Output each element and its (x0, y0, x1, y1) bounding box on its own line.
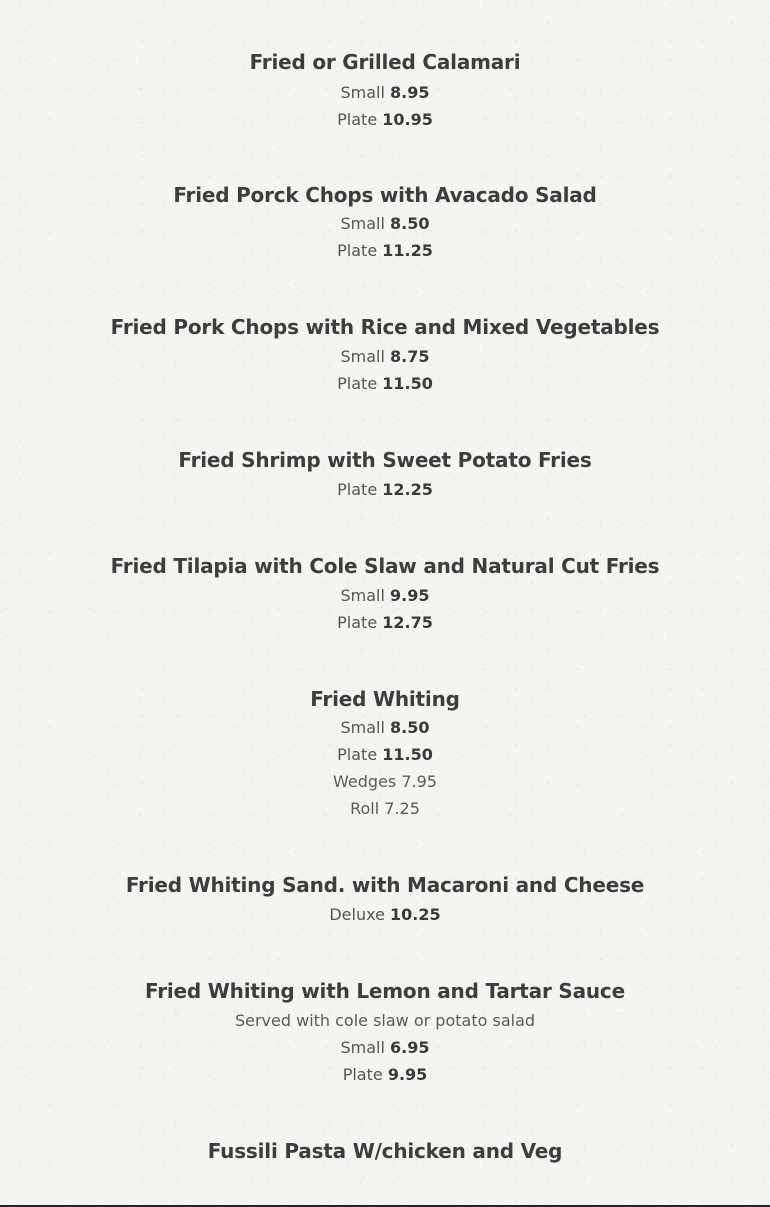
extra-option-text: Wedges 7.95 (333, 772, 437, 791)
menu-item-name: Fried Whiting (310, 687, 460, 711)
price-line (0, 210, 770, 237)
price-line (0, 741, 770, 768)
price-line (0, 714, 770, 741)
price-line (0, 79, 770, 106)
price-value: 10.95 (382, 110, 433, 129)
price-line (0, 1034, 770, 1061)
price-line (0, 370, 770, 397)
description-text: Served with cole slaw or potato salad (234, 1011, 536, 1030)
price-value: 12.25 (382, 480, 433, 499)
price-value: 12.75 (382, 613, 433, 632)
price-line (0, 901, 770, 928)
size-label: Small (340, 347, 385, 366)
menu-item (0, 182, 770, 264)
menu-item (0, 872, 770, 928)
price-line (0, 237, 770, 264)
price-value: 6.95 (390, 1038, 430, 1057)
size-label: Plate (342, 1065, 383, 1084)
menu-item-name: Fussili Pasta W/chicken and Veg (207, 1139, 563, 1163)
menu-item (0, 49, 770, 133)
price-value: 10.25 (390, 905, 441, 924)
size-label: Small (340, 1038, 385, 1057)
price-value: 9.95 (390, 586, 430, 605)
price-value: 8.50 (390, 214, 430, 233)
menu-item-name: Fried Shrimp with Sweet Potato Fries (178, 448, 592, 472)
price-value: 11.50 (382, 745, 433, 764)
menu-item (0, 686, 770, 822)
menu-item-name: Fried Whiting with Lemon and Tartar Sauce (145, 979, 625, 1003)
size-label: Plate (337, 613, 378, 632)
menu-item-name: Fried Tilapia with Cole Slaw and Natural Cut Fries (110, 554, 660, 578)
price-line (0, 609, 770, 636)
menu-item-name: Fried Whiting Sand. with Macaroni and Cheese (125, 873, 645, 897)
menu-item-name: Fried Pork Chops with Rice and Mixed Vegetables (110, 315, 660, 339)
size-label: Plate (337, 745, 378, 764)
size-label: Small (340, 83, 385, 102)
size-label: Deluxe (329, 905, 385, 924)
extra-option-text: Roll 7.25 (350, 799, 420, 818)
size-label: Small (340, 586, 385, 605)
price-line (0, 582, 770, 609)
price-line (0, 343, 770, 370)
size-label: Small (340, 718, 385, 737)
price-value: 11.25 (382, 241, 433, 260)
menu-item (0, 553, 770, 636)
menu-item (0, 314, 770, 397)
price-line (0, 476, 770, 503)
menu-item-name: Fried Porck Chops with Avacado Salad (173, 183, 597, 207)
price-value: 9.95 (387, 1065, 428, 1084)
extra-option-line (0, 768, 770, 795)
menu-item (0, 978, 770, 1088)
price-value: 8.50 (390, 718, 430, 737)
menu-item (0, 447, 770, 503)
price-value: 8.95 (390, 83, 430, 102)
price-value: 8.75 (390, 347, 430, 366)
item-description (0, 1007, 770, 1034)
price-line (0, 1061, 770, 1088)
size-label: Small (340, 214, 385, 233)
size-label: Plate (337, 110, 378, 129)
price-value: 11.50 (382, 374, 433, 393)
size-label: Plate (337, 374, 378, 393)
size-label: Plate (337, 480, 378, 499)
menu-item-name: Fried or Grilled Calamari (249, 50, 521, 74)
size-label: Plate (337, 241, 378, 260)
price-line (0, 106, 770, 133)
menu-item (0, 1138, 770, 1164)
extra-option-line (0, 795, 770, 822)
